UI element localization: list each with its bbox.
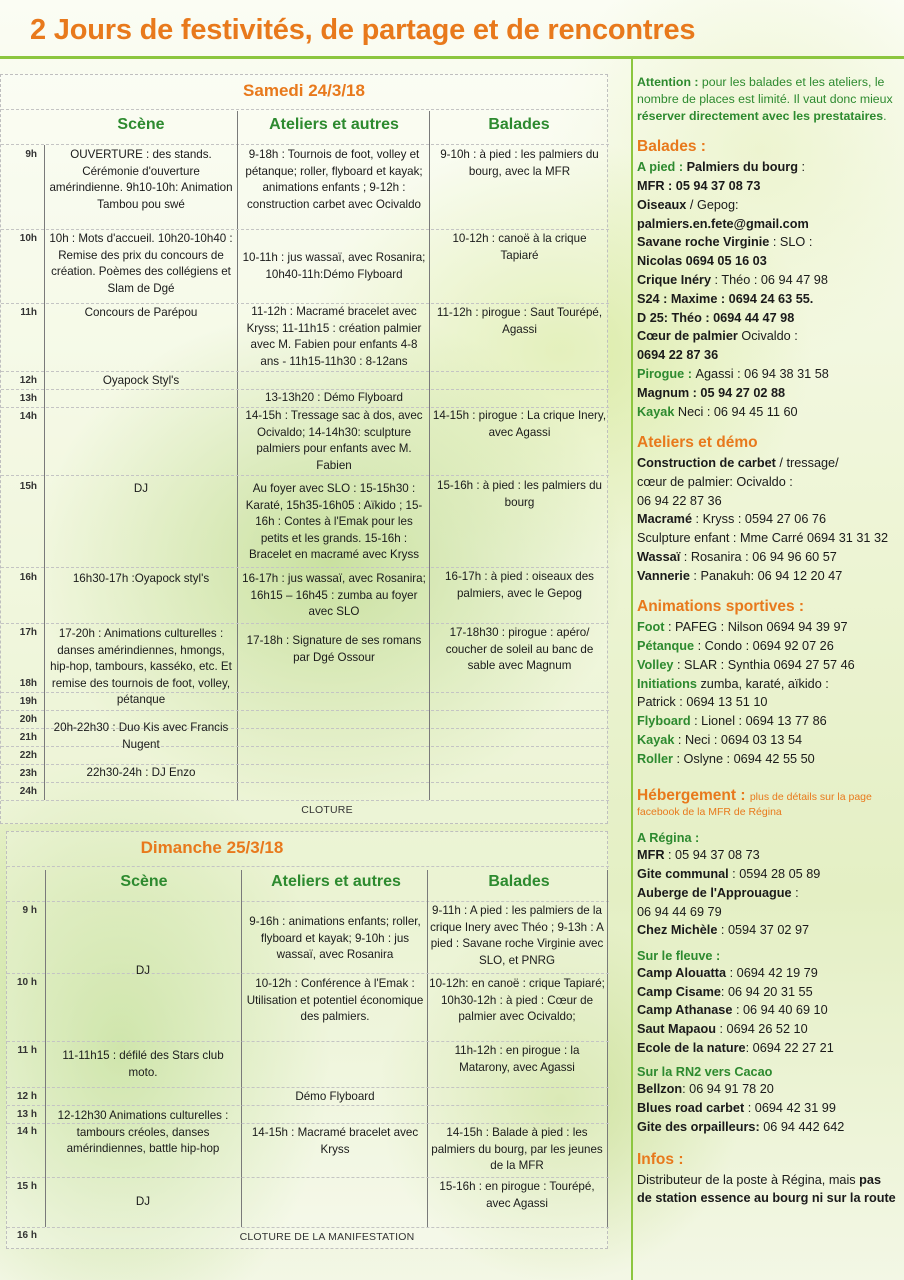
hour-label: 24h <box>19 786 37 797</box>
contact-line: Roller : Oslyne : 0694 42 55 50 <box>637 751 815 766</box>
contact-line: palmiers.en.fete@gmail.com <box>637 216 809 231</box>
row-divider <box>1 623 609 624</box>
sports-contacts <box>637 619 899 768</box>
contact-line: Bellzon: 06 94 91 78 20 <box>637 1082 774 1097</box>
row-divider <box>7 866 609 867</box>
row-divider <box>1 109 609 110</box>
infos-title: Infos : <box>637 1151 684 1169</box>
atelier-event: 17-18h : Signature de ses romans par Dgé Ossour <box>246 634 422 664</box>
col-divider <box>44 145 45 800</box>
balade-event: 11-12h : pirogue : Saut Tourépé, Agassi <box>436 306 603 336</box>
row-divider <box>1 144 609 145</box>
atelier-event: Au foyer avec SLO : 15-15h30 : Karaté, 15h35-16h05 : Aïkido ; 15-16h : Contes à l'Emak pour les petits et les grands. 15-16h : Bracelet en macramé avec Kryss <box>245 482 423 562</box>
hour-label: 15h <box>19 481 37 492</box>
saturday-closing: CLOTURE <box>301 804 353 816</box>
hour-label: 13h <box>19 393 37 404</box>
balade-event: 9-10h : à pied : les palmiers du bourg, avec la MFR <box>440 148 599 178</box>
contact-line: Kayak Neci : 06 94 45 11 60 <box>637 404 798 419</box>
hour-label: 20h <box>19 714 37 725</box>
hour-label: 17h <box>19 627 37 638</box>
row-divider <box>7 901 609 902</box>
contact-line: Nicolas 0694 05 16 03 <box>637 254 767 269</box>
contact-line: Flyboard : Lionel : 0694 13 77 86 <box>637 714 827 729</box>
contact-line: Ecole de la nature: 0694 22 27 21 <box>637 1040 834 1055</box>
contact-line: A pied : Palmiers du bourg : <box>637 160 806 175</box>
contact-line: Gite communal : 0594 28 05 89 <box>637 866 821 881</box>
contact-line: Foot : PAFEG : Nilson 0694 94 39 97 <box>637 620 848 635</box>
row-divider <box>7 1041 609 1042</box>
atelier-event: 14-15h : Macramé bracelet avec Kryss <box>251 1126 419 1156</box>
hour-label: 19h <box>19 696 37 707</box>
scene-event: 10h : Mots d'accueil. 10h20-10h40 : Remise des prix du concours de création. Poèmes des collégiens et Slam de Dgé <box>49 232 233 295</box>
scene-event: 16h30-17h :Oyapock styl's <box>72 572 210 585</box>
balade-event: 14-15h : pirogue : La crique Inery, avec Agassi <box>432 409 607 439</box>
col-divider <box>45 870 46 1227</box>
contact-line: Blues road carbet : 0694 42 31 99 <box>637 1101 836 1116</box>
col-ateliers: Ateliers et autres <box>269 116 399 133</box>
col-ateliers: Ateliers et autres <box>271 873 401 890</box>
scene-event: 12-12h30 Animations culturelles : tambours créoles, danses amérindiennes, battle hip-hop <box>57 1109 229 1156</box>
ateliers-title: Ateliers et démo <box>637 433 758 451</box>
hour-label: 9h <box>25 149 37 160</box>
contact-line: Oiseaux / Gepog: <box>637 197 739 212</box>
saturday-date: Samedi 24/3/18 <box>243 81 365 100</box>
contact-line: Crique Inéry : Théo : 06 94 47 98 <box>637 272 828 287</box>
contact-line: Macramé : Kryss : 0594 27 06 76 <box>637 512 827 527</box>
scene-event: DJ <box>135 1195 151 1208</box>
infos-text: Distributeur de la poste à Régina, mais pas de station essence au bourg ni sur la route <box>637 1173 896 1205</box>
contact-line: Wassaï : Rosanira : 06 94 96 60 57 <box>637 549 837 564</box>
contact-line: Volley : SLAR : Synthia 0694 27 57 46 <box>637 657 855 672</box>
hour-label: 14 h <box>16 1126 37 1137</box>
balades-title: Balades : <box>637 138 706 155</box>
row-divider <box>7 1087 609 1088</box>
scene-event: 17-20h : Animations culturelles : danses amérindiennes, hmongs, hip-hop, tambours, kasséko, etc. Et remise des tournois de foot, volley, pétanque <box>50 627 232 707</box>
row-divider <box>1 371 609 372</box>
col-divider <box>241 870 242 1227</box>
contact-line: Initiations zumba, karaté, aïkido : <box>637 676 829 691</box>
hour-label: 10h <box>19 233 37 244</box>
hour-label: 12 h <box>16 1091 37 1102</box>
hebergement-note: plus de détails sur la page facebook de la MFR de Régina <box>637 790 872 818</box>
balade-event: 16-17h : à pied : oiseaux des palmiers, avec le Gepog <box>445 570 594 600</box>
scene-event: Concours de Parépou <box>84 306 198 319</box>
atelier-event: 11-12h : Macramé bracelet avec Kryss; 11-11h15 : création palmier avec M. Fabien pour enfants 4-8 ans - 11h15-11h30 : 8-12ans <box>246 305 422 368</box>
sunday-date: Dimanche 25/3/18 <box>140 838 284 857</box>
atelier-event: 10-11h : jus wassaï, avec Rosanira; 10h40-11h:Démo Flyboard <box>242 251 426 281</box>
attention-note: Attention : pour les balades et les ateliers, le nombre de places est limité. Il vaut donc mieux réserver directement avec les prestataires. <box>637 75 893 123</box>
hour-label: 22h <box>19 750 37 761</box>
rn2-title: Sur la RN2 vers Cacao <box>637 1065 773 1080</box>
col-divider <box>237 111 238 800</box>
hour-label: 11 h <box>17 1045 37 1056</box>
hour-label: 16h <box>19 572 37 583</box>
balade-event: 11h-12h : en pirogue : la Matarony, avec Agassi <box>454 1044 580 1074</box>
scene-event: 20h-22h30 : Duo Kis avec Francis Nugent <box>53 721 229 751</box>
scene-event: OUVERTURE : des stands. Cérémonie d'ouverture amérindienne. 9h10-10h: Animation Tambou pou swé <box>49 148 233 211</box>
sidebar-divider <box>631 59 633 1280</box>
balade-event: 10-12h: en canoë : crique Tapiaré; 10h30-12h : à pied : Cœur de palmier avec Ocivaldo; <box>429 977 605 1024</box>
row-divider <box>7 1177 609 1178</box>
hour-label: 18h <box>19 678 37 689</box>
hebergement-title: Hébergement : plus de détails sur la page facebook de la MFR de Régina <box>637 786 872 818</box>
contact-line: Camp Athanase : 06 94 40 69 10 <box>637 1003 828 1018</box>
hour-label: 23h <box>19 768 37 779</box>
contact-line: MFR : 05 94 37 08 73 <box>637 179 761 193</box>
atelier-event: 14-15h : Tressage sac à dos, avec Ocivaldo; 14-14h30: sculpture palmiers pour enfants avec M. Fabien <box>245 409 423 472</box>
contact-line: Pétanque : Condo : 0694 92 07 26 <box>637 638 834 653</box>
balade-event: 15-16h : en pirogue : Tourépé, avec Agassi <box>439 1180 595 1210</box>
atelier-event: 9-16h : animations enfants; roller, flyboard et kayak; 9-10h : jus wassaï, avec Rosanira <box>249 915 421 962</box>
sunday-closing: CLOTURE DE LA MANIFESTATION <box>239 1231 415 1243</box>
hour-label: 10 h <box>16 977 37 988</box>
sunday-box <box>6 831 608 1249</box>
hour-label: 16 h <box>16 1230 37 1241</box>
hour-label: 12h <box>19 375 37 386</box>
info-sidebar <box>637 74 899 1207</box>
contact-line: Pirogue : Agassi : 06 94 38 31 58 <box>637 366 829 381</box>
contact-line: S24 : Maxime : 0694 24 63 55. <box>637 291 814 306</box>
balade-event: 14-15h : Balade à pied : les palmiers du bourg, par les jeunes de la MFR <box>431 1126 603 1173</box>
scene-event: 11-11h15 : défilé des Stars club moto. <box>62 1049 224 1079</box>
hour-label: 21h <box>19 732 37 743</box>
rn2-contacts <box>637 1081 899 1136</box>
hour-label: 9 h <box>22 905 37 916</box>
contact-line: Construction de carbet / tressage/ <box>637 455 839 470</box>
contact-line: Savane roche Virginie : SLO : <box>637 235 813 250</box>
atelier-event: 13-13h20 : Démo Flyboard <box>265 391 403 404</box>
hour-label: 14h <box>19 411 37 422</box>
ateliers-contacts <box>637 455 899 585</box>
regina-contacts <box>637 847 899 939</box>
title-underline <box>0 56 904 59</box>
contact-line: cœur de palmier: Ocivaldo : <box>637 474 793 489</box>
contact-line: Patrick : 0694 13 51 10 <box>637 695 768 710</box>
contact-line: Camp Cisame: 06 94 20 31 55 <box>637 984 813 999</box>
atelier-event: 10-12h : Conférence à l'Emak : Utilisation et potentiel économique des palmiers. <box>246 977 424 1024</box>
row-divider <box>1 782 609 783</box>
row-divider <box>1 229 609 230</box>
demo-flyboard: Démo Flyboard <box>295 1090 375 1103</box>
col-scene: Scène <box>120 873 168 890</box>
row-divider <box>1 800 609 801</box>
contact-line: Saut Mapaou : 0694 26 52 10 <box>637 1022 808 1037</box>
col-balades: Balades <box>488 116 550 133</box>
balade-event: 9-11h : A pied : les palmiers de la crique Inery avec Théo ; 9-13h : A pied : Savane roche Virginie avec SLO, et PNRG <box>430 904 604 967</box>
row-divider <box>7 1227 609 1228</box>
page-title: 2 Jours de festivités, de partage et de rencontres <box>30 14 696 46</box>
contact-line: Magnum : 05 94 27 02 88 <box>637 385 786 400</box>
scene-event: DJ <box>133 482 149 495</box>
contact-line: Kayak : Neci : 0694 03 13 54 <box>637 732 803 747</box>
balades-contacts <box>637 159 899 421</box>
col-divider <box>429 111 430 800</box>
col-divider <box>607 870 608 1227</box>
scene-event: 22h30-24h : DJ Enzo <box>86 766 196 779</box>
scene-event: Oyapock Styl's <box>102 374 180 387</box>
hour-label: 15 h <box>16 1181 37 1192</box>
atelier-event: 9-18h : Tournois de foot, volley et pétanque; roller, flyboard et kayak; animations enfants ; 9-12h : construction carbet avec Ocivaldo <box>245 148 423 211</box>
regina-title: A Régina : <box>637 830 700 845</box>
hour-label: 13 h <box>16 1109 37 1120</box>
contact-line: Cœur de palmier Ocivaldo : <box>637 329 798 344</box>
contact-line: Gite des orpailleurs: 06 94 442 642 <box>637 1119 845 1134</box>
contact-line: MFR : 05 94 37 08 73 <box>637 848 760 863</box>
balade-event: 17-18h30 : pirogue : apéro/ coucher de soleil au banc de sable avec Magnum <box>445 626 594 673</box>
contact-line: Chez Michèle : 0594 37 02 97 <box>637 923 810 938</box>
saturday-box <box>0 74 608 824</box>
contact-line: Camp Alouatta : 0694 42 19 79 <box>637 965 818 980</box>
atelier-event: 16-17h : jus wassaï, avec Rosanira; 16h15 – 16h45 : zumba au foyer avec SLO <box>242 572 426 619</box>
fleuve-contacts <box>637 965 899 1057</box>
sports-title: Animations sportives : <box>637 597 805 615</box>
contact-line: Auberge de l'Approuague : <box>637 885 799 900</box>
row-divider <box>1 475 609 476</box>
row-divider <box>1 710 609 711</box>
contact-line: Vannerie : Panakuh: 06 94 12 20 47 <box>637 568 843 583</box>
contact-line: 06 94 44 69 79 <box>637 904 722 919</box>
col-balades: Balades <box>488 873 550 890</box>
contact-line: Sculpture enfant : Mme Carré 0694 31 31 32 <box>637 531 889 546</box>
hour-label: 11h <box>20 307 37 318</box>
col-scene: Scène <box>117 116 165 133</box>
col-divider <box>427 870 428 1227</box>
contact-line: 06 94 22 87 36 <box>637 493 722 508</box>
balade-event: 10-12h : canoë à la crique Tapiaré <box>452 232 587 262</box>
balade-event: 15-16h : à pied : les palmiers du bourg <box>437 479 602 509</box>
scene-event: DJ <box>135 964 151 977</box>
contact-line: D 25: Théo : 0694 44 47 98 <box>637 310 795 325</box>
fleuve-title: Sur le fleuve : <box>637 948 721 963</box>
contact-line: 0694 22 87 36 <box>637 348 719 363</box>
row-divider <box>1 567 609 568</box>
